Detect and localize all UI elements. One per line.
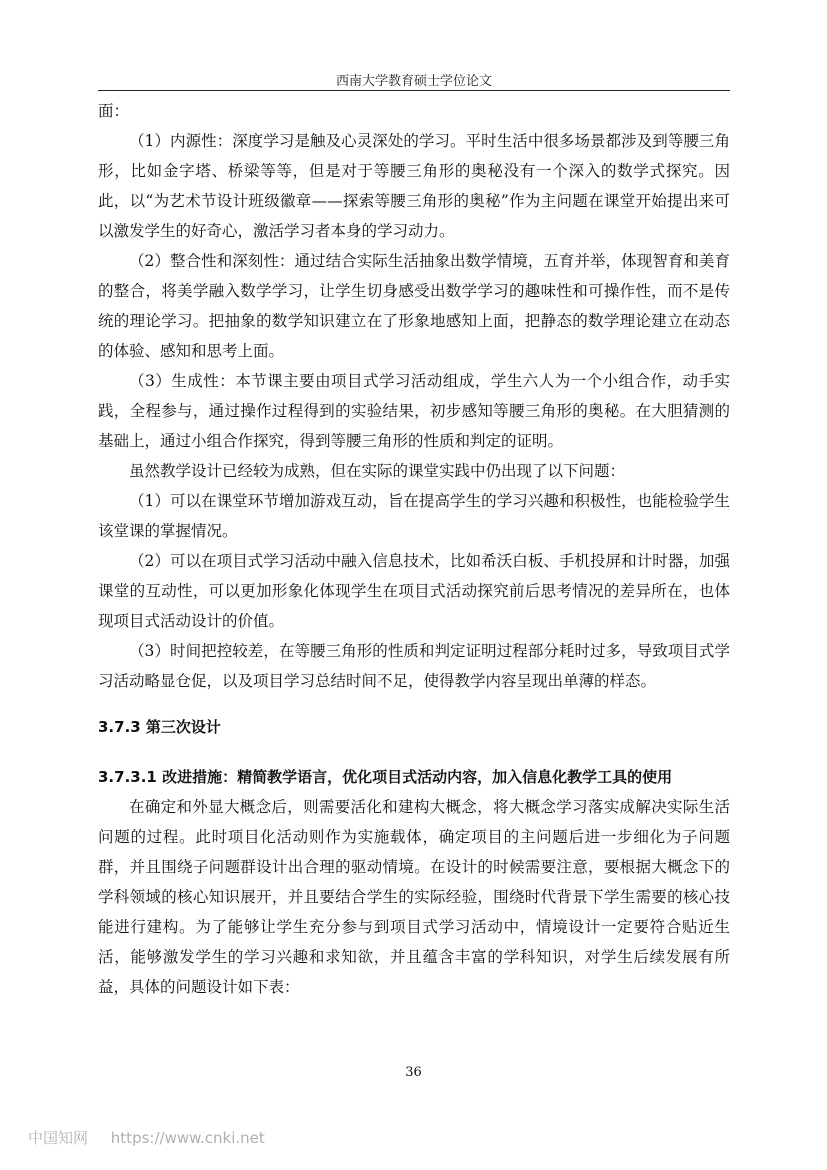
header-divider <box>98 90 730 91</box>
watermark <box>28 1127 283 1148</box>
subsection-heading: 3.7.3.1 改进措施：精简教学语言，优化项目式活动内容，加入信息化教学工具的使用 <box>98 768 673 786</box>
paragraph-intrinsic: （1）内源性：深度学习是触及心灵深处的学习。平时生活中很多场景都涉及到等腰三角形，比如金字塔、桥梁等等，但是对于等腰三角形的奥秘没有一个深入的数学式探究。因此，以“为艺术节设计班级徽章——探索等腰三角形的奥秘”作为主问题在课堂开始提出来可以激发学生的好奇心，激活学习者本身的学习动力。 <box>98 132 730 240</box>
page-number: 36 <box>405 1065 422 1080</box>
watermark-url: https://www.cnki.net <box>110 1129 265 1147</box>
paragraph-generative: （3）生成性：本节课主要由项目式学习活动组成，学生六人为一个小组合作，动手实践，全程参与，通过操作过程得到的实验结果，初步感知等腰三角形的奥秘。在大胆猜测的基础上，通过小组合作探究，得到等腰三角形的性质和判定的证明。 <box>98 372 730 450</box>
main-content <box>98 96 730 1002</box>
watermark-site-name: 中国知网 <box>28 1129 89 1147</box>
paragraph-issue-2: （2）可以在项目式学习活动中融入信息技术，比如希沃白板、手机投屏和计时器，加强课堂的互动性，可以更加形象化体现学生在项目式活动探究前后思考情况的差异所在，也体现项目式活动设计的价值。 <box>98 552 730 630</box>
running-header: 西南大学教育硕士学位论文 <box>335 74 492 89</box>
paragraph-issue-1: （1）可以在课堂环节增加游戏互动，旨在提高学生的学习兴趣和积极性，也能检验学生该堂课的掌握情况。 <box>98 492 730 540</box>
paragraph-continuation: 面： <box>98 102 130 120</box>
paragraph-design: 在确定和外显大概念后，则需要活化和建构大概念，将大概念学习落实成解决实际生活问题的过程。此时项目化活动则作为实施载体，确定项目的主问题后进一步细化为子问题群，并且围绕子问题群设计出合理的驱动情境。在设计的时候需要注意，要根据大概念下的学科领域的核心知识展开，并且要结合学生的实际经验，围绕时代背景下学生需要的核心技能进行建构。为了能够让学生充分参与到项目式学习活动中，情境设计一定要符合贴近生活，能够激发学生的学习兴趣和求知欲，并且蕴含丰富的学科知识，对学生后续发展有所益，具体的问题设计如下表： <box>98 798 730 996</box>
section-heading: 3.7.3 第三次设计 <box>98 718 221 736</box>
paragraph-issue-3: （3）时间把控较差，在等腰三角形的性质和判定证明过程部分耗时过多，导致项目式学习活动略显仓促，以及项目学习总结时间不足，使得教学内容呈现出单薄的样态。 <box>98 642 730 690</box>
paragraph-issues-intro: 虽然教学设计已经较为成熟，但在实际的课堂实践中仍出现了以下问题： <box>129 462 626 480</box>
paragraph-integration: （2）整合性和深刻性：通过结合实际生活抽象出数学情境，五育并举，体现智育和美育的整合，将美学融入数学学习，让学生切身感受出数学学习的趣味性和可操作性，而不是传统的理论学习。把抽象的数学知识建立在了形象地感知上面，把静态的数学理论建立在动态的体验、感知和思考上面。 <box>98 252 730 360</box>
